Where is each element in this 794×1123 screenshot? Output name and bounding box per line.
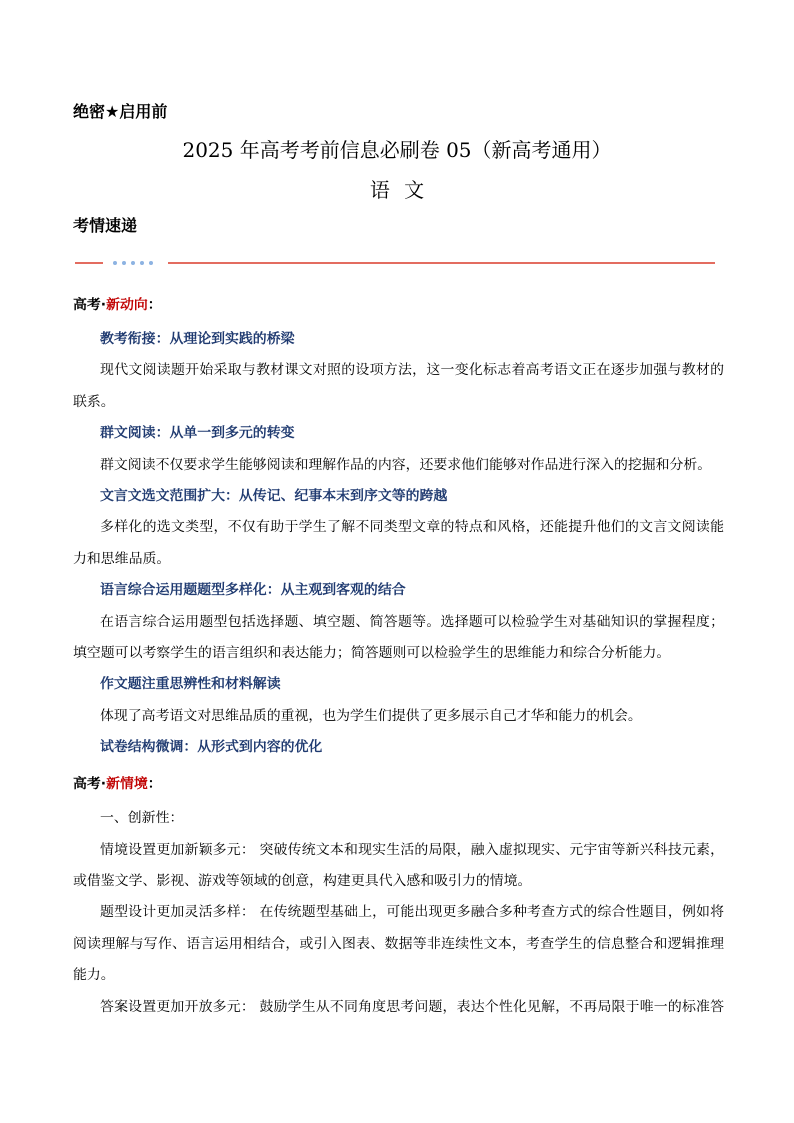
divider-dot xyxy=(122,261,126,265)
subsection-heading: 语言综合运用题题型多样化：从主观到客观的结合 xyxy=(100,582,406,599)
subsection-heading: 试卷结构微调：从形式到内容的优化 xyxy=(100,739,323,756)
paragraph-line: 力和思维品质。 xyxy=(73,550,171,567)
label-highlight: 新动向 xyxy=(106,297,148,313)
subsection-heading: 文言文选文范围扩大：从传记、纪事本末到序文等的跨越 xyxy=(100,487,448,504)
paragraph-line: 联系。 xyxy=(73,393,115,410)
divider-right-line xyxy=(168,262,715,264)
label-prefix: 高考· xyxy=(73,776,107,793)
divider-dot xyxy=(140,261,144,265)
page-title: 2025 年高考考前信息必刷卷 05（新高考通用） xyxy=(182,138,612,162)
paragraph-line: 现代文阅读题开始采取与教材课文对照的设项方法，这一变化标志着高考语文正在逐步加强与教材的 xyxy=(100,362,724,379)
label-highlight: 新情境 xyxy=(106,776,148,793)
new-direction-label xyxy=(73,290,724,324)
subsection-heading: 作文题注重思辨性和材料解读 xyxy=(100,676,281,693)
confidential-label: 绝密★启用前 xyxy=(73,102,168,121)
content-body xyxy=(73,290,724,1023)
paragraph-line: 题型设计更加灵活多样： 在传统题型基础上，可能出现更多融合多种考查方式的综合性题目，例如将 xyxy=(100,904,724,921)
label-prefix: 高考· xyxy=(73,297,107,313)
divider-dot xyxy=(131,261,135,265)
paragraph-line: 情境设置更加新颖多元： 突破传统文本和现实生活的局限，融入虚拟现实、元宇宙等新兴科技元素， xyxy=(100,841,724,858)
divider-dot xyxy=(113,261,117,265)
label-suffix: ： xyxy=(147,297,162,313)
subsection-heading: 教考衔接：从理论到实践的桥梁 xyxy=(100,331,295,347)
paragraph-line: 或借鉴文学、影视、游戏等领域的创意，构建更具代入感和吸引力的情境。 xyxy=(73,872,532,889)
paragraph-line: 体现了高考语文对思维品质的重视，也为学生们提供了更多展示自己才华和能力的机会。 xyxy=(100,707,642,724)
paragraph-line: 在语言综合运用题型包括选择题、填空题、简答题等。选择题可以检验学生对基础知识的掌握程度； xyxy=(100,613,724,630)
divider-left-line xyxy=(75,262,103,264)
paragraph-line: 能力。 xyxy=(73,967,115,984)
new-context-label xyxy=(73,769,724,803)
paragraph-line: 答案设置更加开放多元： 鼓励学生从不同角度思考问题，表达个性化见解，不再局限于唯一的标准答 xyxy=(100,998,724,1015)
paragraph-line: 阅读理解与写作、语言运用相结合，或引入图表、数据等非连续性文本，考查学生的信息整合和逻辑推理 xyxy=(73,935,724,952)
label-suffix: ： xyxy=(147,776,162,793)
divider-dot xyxy=(149,261,153,265)
subheading: 一、创新性： xyxy=(100,810,184,827)
paragraph-line: 多样化的选文类型，不仅有助于学生了解不同类型文章的特点和风格，还能提升他们的文言文阅读能 xyxy=(100,519,724,536)
paragraph-line: 群文阅读不仅要求学生能够阅读和理解作品的内容，还要求他们能够对作品进行深入的挖掘和分析。 xyxy=(100,456,712,473)
paragraph-line: 填空题可以考察学生的语言组织和表达能力；简答题则可以检验学生的思维能力和综合分析能力。 xyxy=(73,644,671,661)
section-title: 考情速递 xyxy=(73,216,138,235)
subject-title: 语 文 xyxy=(369,178,425,202)
subsection-heading: 群文阅读：从单一到多元的转变 xyxy=(100,425,295,442)
